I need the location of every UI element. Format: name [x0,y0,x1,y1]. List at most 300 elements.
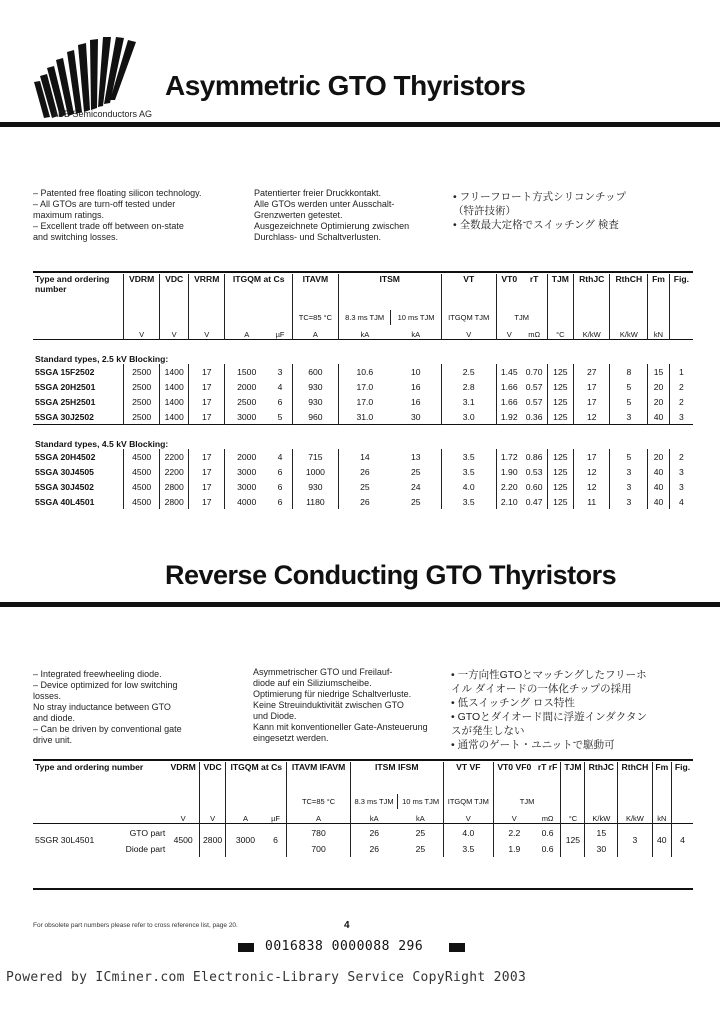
hdr-type: Type and ordering number [35,762,144,772]
type-cell: 5SGA 30J4505 [35,466,94,477]
group2-heading [33,425,693,450]
cell: 2.5 [441,364,496,379]
cell: 2 [669,449,693,464]
cell: 17 [189,394,225,409]
hdr-vt0: VT0 VF0 [493,762,535,794]
hdr-rt: rT rF [537,762,558,772]
hdr-tjm: TJM [547,274,574,310]
cell: 25 [415,827,426,838]
table1-units [33,325,693,340]
sub-10ms: 10 ms TJM [398,794,443,809]
footer-copyright: Powered by ICminer.com Electronic-Library Service CopyRight 2003 [6,970,527,985]
feature-line: and diode. [33,713,76,723]
cell: 40 [648,494,669,509]
cell: 17 [189,494,225,509]
cell: 6 [277,396,283,407]
table-row [33,479,693,494]
cell: 6 [277,496,283,507]
cell: 4500 [124,449,160,464]
cell: 3 [618,824,652,857]
feature-line: スが発生しない [451,725,525,737]
feature-line: eingesetzt werden. [253,733,329,743]
cell: 2200 [160,464,189,479]
cell: 16 [411,381,421,392]
cell: 125 [547,409,574,425]
cell: 3000 [225,479,268,494]
cell: 3.5 [441,464,496,479]
feature-line: • 通常のゲート・ユニットで駆動可 [451,739,615,751]
cell: 1000 [293,464,339,479]
hdr-vdc: VDC [160,274,189,310]
cell: 125 [547,494,574,509]
page-number: 4 [344,920,350,931]
features-de-2 [253,667,448,744]
type-cell: 5SGA 25H2501 [35,396,96,407]
hdr-rthch: RthCH [610,274,648,310]
footnote: For obsolete part numbers please refer to cross reference list, page 20. [33,922,238,929]
hdr-vt: VT [441,274,496,310]
cell: 780 [287,824,350,842]
feature-line: Durchlass- und Schaltverlusten. [254,232,382,242]
cell: 4.0 [443,824,493,842]
cell: 13 [411,451,421,462]
hdr-vt0: VT0 [496,274,521,310]
cell: 3 [610,479,648,494]
sub-tc: TC=85 °C [293,310,339,325]
cell: 0.6 [541,844,554,854]
cell: 17 [574,379,610,394]
sub-tjm: TJM [496,310,547,325]
cell: 26 [338,494,391,509]
cell: 17 [189,409,225,425]
cell: 11 [574,494,610,509]
table1-subheader [33,310,693,325]
cell: 0.6 [541,827,554,838]
cell: 1.9 [493,842,535,857]
feature-line: – Excellent trade off between on-state [33,221,184,231]
unit: V [441,325,496,340]
table-row [33,364,693,379]
feature-line: Ausgezeichnete Optimierung zwischen [254,221,410,231]
cell: 2.20 [496,479,521,494]
cell: 125 [547,449,574,464]
table2-units [33,809,693,824]
feature-line: – Device optimized for low switching [33,680,178,690]
cell: 3 [610,494,648,509]
feature-line: • フリーフロート方式シリコンチップ [453,191,627,203]
cell: 17 [574,449,610,464]
cell: 17 [189,464,225,479]
features-jp-1 [453,190,668,232]
sub-tjm: TJM [493,794,561,809]
unit: kN [652,809,671,824]
cell: 1400 [160,364,189,379]
hdr-vdrm: VDRM [124,274,160,310]
cell: 0.57 [525,381,543,392]
feature-line: drive unit. [33,735,73,745]
type-cell: 5SGA 20H2501 [35,381,96,392]
group-label: Standard types, 2.5 kV Blocking: [35,354,169,364]
cell: 0.70 [525,366,543,377]
features-en-1 [33,188,238,243]
unit: °C [547,325,574,340]
hdr-rt: rT [529,274,539,284]
unit: V [443,809,493,824]
unit: A [226,809,265,824]
cell: 3.0 [441,409,496,425]
table2-top-rule [33,759,693,761]
cell: 14 [338,449,391,464]
hdr-vdc: VDC [200,762,226,794]
features-de-1 [254,188,444,243]
feature-line: Asymmetrischer GTO und Freilauf- [253,667,393,677]
unit: kA [338,325,391,340]
table1-header [33,274,693,310]
hdr-itgqm: ITGQM at Cs [226,762,287,794]
cell: 6 [277,481,283,492]
cell: 930 [293,379,339,394]
hdr-fm: Fm [652,762,671,794]
section1-title: Asymmetric GTO Thyristors [165,70,526,101]
group1-heading [33,340,693,365]
feature-line: イル ダイオードの一体化チップの採用 [451,683,632,695]
cell: 8 [610,364,648,379]
cell: 1 [669,364,693,379]
feature-line: – Can be driven by conventional gate [33,724,182,734]
cell: 2500 [124,379,160,394]
unit: V [493,809,535,824]
barcode-left-block [238,943,254,952]
cell: 3.5 [441,494,496,509]
feature-line: • 一方向性GTOとマッチングしたフリーホ [451,669,647,681]
table1-group2-rows [33,449,693,509]
cell: 17 [189,364,225,379]
cell: 125 [547,394,574,409]
cell: 1400 [160,379,189,394]
cell: 5 [277,411,283,422]
unit: V [160,325,189,340]
cell: 15 [585,824,618,842]
unit: V [496,325,521,340]
cell: 960 [293,409,339,425]
cell: 1.66 [496,394,521,409]
company-name: ABB Semiconductors AG [52,109,153,119]
unit: µF [271,814,281,823]
type-cell: 5SGA 30J4502 [35,481,94,492]
cell: 4 [669,494,693,509]
cell: 1.92 [496,409,521,425]
cell: 6 [273,835,278,846]
cell: 2 [669,379,693,394]
table2-header [33,762,693,794]
cell: 0.47 [525,496,543,507]
table-row [33,494,693,509]
table2-row-gto [33,824,693,842]
feature-line: – All GTOs are turn-off tested under [33,199,176,209]
hdr-itsm: ITSM IFSM [350,762,443,794]
hdr-rthjc: RthJC [574,274,610,310]
table-row [33,449,693,464]
feature-line: • 全数最大定格でスイッチング 検査 [453,219,619,231]
cell: 2500 [124,409,160,425]
feature-line: losses. [33,691,62,701]
cell: 1400 [160,394,189,409]
sub-tc: TC=85 °C [287,794,350,809]
cell: 3000 [226,824,265,857]
table-row [33,379,693,394]
hdr-itavm: ITAVM IFAVM [287,762,350,794]
cell: 12 [574,464,610,479]
cell: 6 [277,466,283,477]
gto-label: GTO part [129,827,166,838]
hdr-fig: Fig. [671,762,693,794]
table-row [33,464,693,479]
cell: 17 [189,449,225,464]
cell: 2800 [200,824,226,857]
unit: K/kW [574,325,610,340]
cell: 600 [293,364,339,379]
sub-10ms: 10 ms TJM [391,310,441,325]
feature-line: No stray inductance between GTO [33,702,171,712]
cell: 17.0 [338,379,391,394]
cell: 17 [574,394,610,409]
table2-row-diode [33,842,693,857]
feature-line: Keine Streuinduktivität zwischen GTO [253,700,404,710]
type-cell: 5SGA 30J2502 [35,411,94,422]
cell: 1400 [160,409,189,425]
unit: µF [275,330,285,339]
cell: 0.60 [525,481,543,492]
unit: kA [411,330,421,339]
cell: 25 [411,496,421,507]
feature-line: – Patented free floating silicon technology. [33,188,202,198]
title-rule-2 [0,602,720,607]
cell: 30 [411,411,421,422]
cell: 125 [547,379,574,394]
cell: 17 [189,379,225,394]
abb-logo-icon [30,30,153,120]
feature-line: Grenzwerten getestet. [254,210,343,220]
unit: kA [350,809,398,824]
cell: 1.45 [496,364,521,379]
cell: 3000 [225,464,268,479]
cell: 0.36 [525,411,543,422]
unit: kN [648,325,669,340]
cell: 4500 [124,479,160,494]
cell: 2500 [225,394,268,409]
table2-subheader [33,794,693,809]
cell: 2800 [160,479,189,494]
unit: A [287,809,350,824]
hdr-fig: Fig. [669,274,693,310]
cell: 4500 [124,464,160,479]
feature-line: Alle GTOs werden unter Ausschalt- [254,199,395,209]
cell: 125 [547,479,574,494]
feature-line: • 低スイッチング ロス特性 [451,697,575,709]
cell: 3 [277,366,283,377]
cell: 10.6 [338,364,391,379]
table2-bottom-rule [33,888,693,890]
sub-83ms: 8.3 ms TJM [338,310,391,325]
section2-title: Reverse Conducting GTO Thyristors [165,560,617,590]
cell: 20 [648,379,669,394]
cell: 12 [574,409,610,425]
cell: 17 [189,479,225,494]
cell: 24 [411,481,421,492]
cell: 4 [671,824,693,857]
cell: 12 [574,479,610,494]
cell: 930 [293,479,339,494]
type-cell: 5SGR 30L4501 [35,835,95,846]
cell: 930 [293,394,339,409]
cell: 2 [669,394,693,409]
cell: 1180 [293,494,339,509]
cell: 1.72 [496,449,521,464]
feature-line: maximum ratings. [33,210,105,220]
cell: 1500 [225,364,268,379]
cell: 3.1 [441,394,496,409]
unit: K/kW [618,809,652,824]
cell: 20 [648,394,669,409]
cell: 40 [648,464,669,479]
feature-line: Patentierter freier Druckkontakt. [254,188,382,198]
feature-line: Optimierung für niedrige Schaltverluste. [253,689,412,699]
cell: 26 [350,842,398,857]
cell: 26 [350,824,398,842]
sub-83ms: 8.3 ms TJM [350,794,398,809]
cell: 27 [574,364,610,379]
type-cell: 5SGA 40L4501 [35,496,95,507]
unit: K/kW [610,325,648,340]
table-row [33,394,693,409]
cell: 125 [547,464,574,479]
cell: 1.90 [496,464,521,479]
feature-line: diode auf ein Siliziumscheibe. [253,678,372,688]
cell: 0.57 [525,396,543,407]
hdr-itgqm: ITGQM at Cs [225,274,293,310]
hdr-rthjc: RthJC [585,762,618,794]
table1 [33,274,693,509]
cell: 4500 [173,835,193,846]
cell: 25 [415,844,426,854]
feature-line: • GTOとダイオード間に浮遊インダクタン [451,711,647,723]
cell: 15 [648,364,669,379]
cell: 3000 [225,409,268,425]
cell: 5 [610,379,648,394]
hdr-vt: VT VF [443,762,493,794]
table2 [33,762,693,857]
cell: 10 [411,366,421,377]
cell: 3 [669,409,693,425]
cell: 4.0 [441,479,496,494]
hdr-fm: Fm [648,274,669,310]
cell: 2.2 [493,824,535,842]
feature-line: （特許技術） [453,205,516,217]
cell: 3.5 [443,842,493,857]
cell: 40 [648,409,669,425]
cell: 0.53 [525,466,543,477]
sub-itgqm: ITGQM TJM [441,310,496,325]
features-en-2 [33,669,233,746]
unit: kA [415,814,425,823]
cell: 40 [652,824,671,857]
hdr-vrrm: VRRM [189,274,225,310]
table1-group1-rows [33,364,693,425]
barcode-right-block [449,943,465,952]
unit: V [189,325,225,340]
cell: 31.0 [338,409,391,425]
cell: 5 [610,449,648,464]
cell: 25 [338,479,391,494]
cell: 25 [411,466,421,477]
title-rule-1 [0,122,720,127]
sub-itgqm: ITGQM TJM [443,794,493,809]
feature-line: and switching losses. [33,232,119,242]
cell: 2000 [225,449,268,464]
cell: 0.86 [525,451,543,462]
hdr-itavm: ITAVM [293,274,339,310]
cell: 715 [293,449,339,464]
barcode-text: 0016838 0000088 296 [265,939,424,954]
cell: 17.0 [338,394,391,409]
unit: K/kW [585,809,618,824]
cell: 26 [338,464,391,479]
cell: 20 [648,449,669,464]
cell: 2.10 [496,494,521,509]
cell: 4 [277,381,283,392]
unit: V [200,809,226,824]
unit: A [225,325,268,340]
cell: 1.66 [496,379,521,394]
cell: 125 [561,824,585,857]
unit: mΩ [541,814,554,823]
cell: 2.8 [441,379,496,394]
feature-line: Kann mit konventioneller Gate-Ansteuerung [253,722,428,732]
unit: V [124,325,160,340]
cell: 30 [585,842,618,857]
cell: 2500 [124,364,160,379]
cell: 3 [610,409,648,425]
unit: °C [561,809,585,824]
cell: 3.5 [441,449,496,464]
cell: 4 [277,451,283,462]
cell: 4000 [225,494,268,509]
cell: 2000 [225,379,268,394]
cell: 3 [669,464,693,479]
unit: A [293,325,339,340]
cell: 4500 [124,494,160,509]
features-jp-2 [451,668,691,752]
cell: 700 [287,842,350,857]
diode-label: Diode part [125,844,166,854]
cell: 3 [610,464,648,479]
type-cell: 5SGA 20H4502 [35,451,96,462]
table-row [33,409,693,425]
hdr-itsm: ITSM [338,274,441,310]
type-cell: 5SGA 15F2502 [35,366,95,377]
hdr-vdrm: VDRM [170,762,196,772]
table1-top-rule [33,271,693,273]
feature-line: – Integrated freewheeling diode. [33,669,162,679]
hdr-type: Type and ordering number [35,274,110,294]
cell: 125 [547,364,574,379]
cell: 16 [411,396,421,407]
cell: 2200 [160,449,189,464]
cell: 3 [669,479,693,494]
cell: 40 [648,479,669,494]
feature-line: und Diode. [253,711,297,721]
cell: 2800 [160,494,189,509]
